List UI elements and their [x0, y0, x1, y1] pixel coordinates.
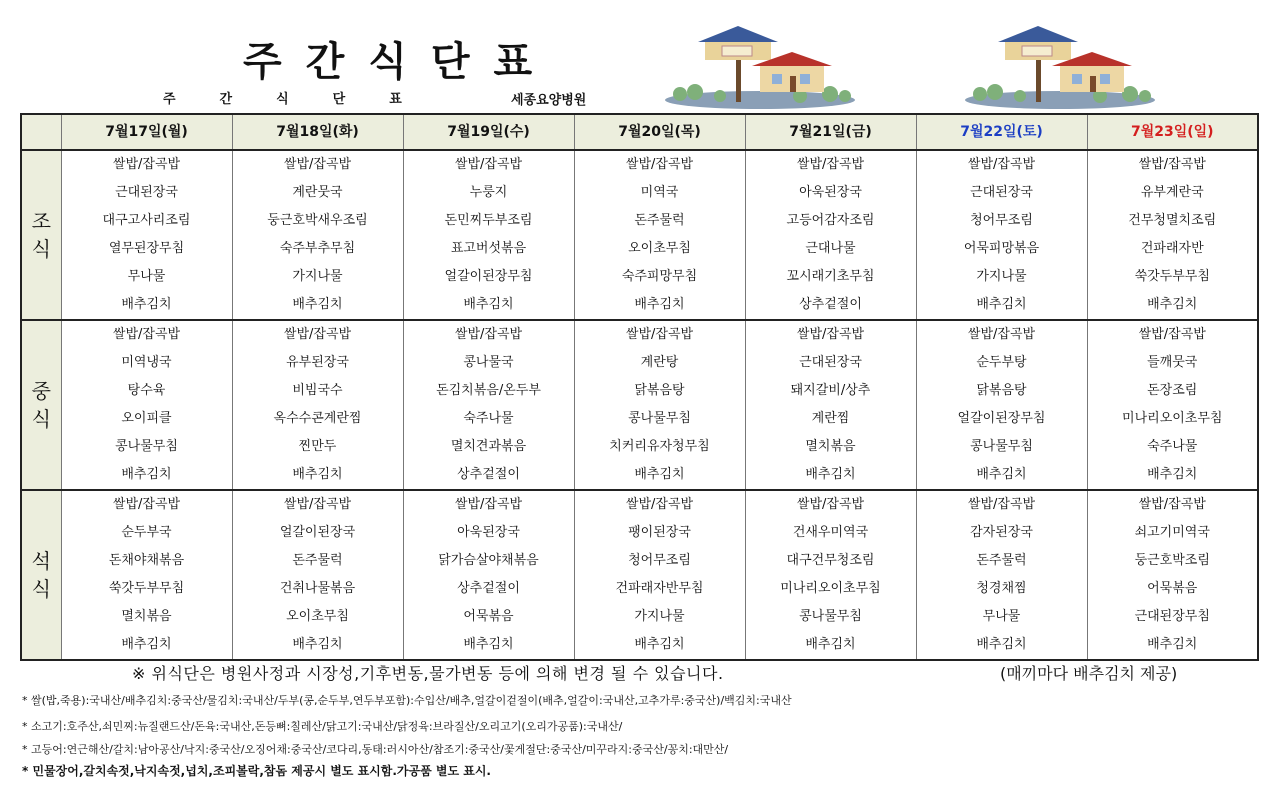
menu-cell: 팽이된장국: [574, 519, 745, 547]
menu-cell: 쌀밥/잡곡밥: [403, 490, 574, 519]
menu-cell: 얼갈이된장무침: [916, 405, 1087, 433]
day-header-sunday: 7월23일(일): [1087, 114, 1258, 150]
menu-cell: 어묵볶음: [1087, 575, 1258, 603]
menu-cell: 쌀밥/잡곡밥: [232, 490, 403, 519]
meal-label-text: 조식: [31, 209, 51, 261]
menu-cell: 쌀밥/잡곡밥: [232, 320, 403, 349]
menu-cell: 가지나물: [574, 603, 745, 631]
menu-cell: 멸치볶음: [61, 603, 232, 631]
menu-cell: 쌀밥/잡곡밥: [61, 150, 232, 179]
menu-cell: 둥근호박새우조림: [232, 207, 403, 235]
menu-cell: 순두부국: [61, 519, 232, 547]
menu-cell: 배추김치: [1087, 461, 1258, 490]
menu-cell: 누룽지: [403, 179, 574, 207]
menu-cell: 청경채찜: [916, 575, 1087, 603]
menu-row: [21, 603, 1258, 631]
day-header: 7월18일(화): [232, 114, 403, 150]
menu-cell: 돼지갈비/상추: [745, 377, 916, 405]
menu-cell: 배추김치: [574, 461, 745, 490]
menu-cell: 가지나물: [232, 263, 403, 291]
menu-cell: 계란뭇국: [232, 179, 403, 207]
menu-cell: 숙주부추무침: [232, 235, 403, 263]
menu-cell: 숙주나물: [403, 405, 574, 433]
menu-cell: 미역국: [574, 179, 745, 207]
menu-cell: 건파래자반무침: [574, 575, 745, 603]
menu-cell: 건새우미역국: [745, 519, 916, 547]
day-header-row: [21, 114, 1258, 150]
menu-row: [21, 179, 1258, 207]
menu-row: [21, 349, 1258, 377]
menu-cell: 숙주피망무침: [574, 263, 745, 291]
menu-row: [21, 320, 1258, 349]
menu-cell: 쌀밥/잡곡밥: [745, 150, 916, 179]
menu-cell: 쑥갓두부무침: [61, 575, 232, 603]
menu-cell: 쌀밥/잡곡밥: [403, 320, 574, 349]
page-subtitle: 주간식단표: [163, 92, 446, 107]
menu-row: [21, 291, 1258, 320]
menu-cell: 배추김치: [916, 461, 1087, 490]
day-header: 7월21일(금): [745, 114, 916, 150]
meal-label: [21, 490, 61, 660]
menu-cell: 쌀밥/잡곡밥: [1087, 490, 1258, 519]
menu-cell: 배추김치: [1087, 291, 1258, 320]
menu-cell: 쌀밥/잡곡밥: [574, 150, 745, 179]
menu-cell: 아욱된장국: [403, 519, 574, 547]
menu-row: [21, 575, 1258, 603]
menu-cell: 청어무조림: [574, 547, 745, 575]
menu-cell: 오이피클: [61, 405, 232, 433]
kimchi-notice: (매끼마다 배추김치 제공): [1000, 664, 1178, 683]
menu-cell: 배추김치: [232, 461, 403, 490]
menu-cell: 건취나물볶음: [232, 575, 403, 603]
meal-label-text: 중식: [31, 379, 51, 431]
menu-cell: 배추김치: [403, 631, 574, 660]
day-header: 7월19일(수): [403, 114, 574, 150]
menu-cell: 쌀밥/잡곡밥: [916, 150, 1087, 179]
menu-cell: 열무된장무침: [61, 235, 232, 263]
menu-cell: 대구고사리조림: [61, 207, 232, 235]
menu-cell: 배추김치: [745, 631, 916, 660]
menu-cell: 콩나물국: [403, 349, 574, 377]
menu-cell: 대구건무청조림: [745, 547, 916, 575]
menu-cell: 탕수육: [61, 377, 232, 405]
menu-cell: 근대된장국: [745, 349, 916, 377]
menu-cell: 쌀밥/잡곡밥: [232, 150, 403, 179]
menu-row: [21, 490, 1258, 519]
origin-note: * 소고기:호주산,쇠민찌:뉴질랜드산/돈육:국내산,돈등뼈:칠레산/닭고기:국내산/닭정육:브라질산/오리고기(오리가공품):국내산/: [22, 720, 623, 733]
origin-note: * 고등어:연근해산/갈치:남아공산/낙지:중국산/오징어채:중국산/코다리,동태:러시아산/참조기:중국산/꽃게절단:중국산/미꾸라지:중국산/꽁치:대만산/: [22, 743, 729, 756]
menu-cell: 쌀밥/잡곡밥: [1087, 150, 1258, 179]
menu-cell: 쌀밥/잡곡밥: [574, 490, 745, 519]
menu-cell: 계란찜: [745, 405, 916, 433]
menu-cell: 쌀밥/잡곡밥: [574, 320, 745, 349]
menu-cell: 쌀밥/잡곡밥: [916, 320, 1087, 349]
origin-note: * 민물장어,갈치속젓,낙지속젓,넙치,조피볼락,참돔 제공시 별도 표시함.가공품 별도 표시.: [22, 764, 491, 778]
menu-cell: 옥수수콘계란찜: [232, 405, 403, 433]
menu-cell: 배추김치: [61, 631, 232, 660]
menu-cell: 멸치볶음: [745, 433, 916, 461]
menu-cell: 미나리오이초무침: [1087, 405, 1258, 433]
menu-cell: 숙주나물: [1087, 433, 1258, 461]
meal-label: [21, 320, 61, 490]
house-illustration: [960, 22, 1160, 110]
day-header-saturday: 7월22일(토): [916, 114, 1087, 150]
menu-cell: 표고버섯볶음: [403, 235, 574, 263]
menu-cell: 오이초무침: [574, 235, 745, 263]
menu-cell: 근대된장국: [61, 179, 232, 207]
menu-cell: 쌀밥/잡곡밥: [745, 320, 916, 349]
menu-cell: 어묵볶음: [403, 603, 574, 631]
hospital-name: 세종요양병원: [511, 93, 587, 108]
menu-cell: 유부계란국: [1087, 179, 1258, 207]
menu-cell: 근대된장무침: [1087, 603, 1258, 631]
day-header: 7월17일(월): [61, 114, 232, 150]
menu-cell: 무나물: [916, 603, 1087, 631]
menu-cell: 쌀밥/잡곡밥: [745, 490, 916, 519]
menu-cell: 비빔국수: [232, 377, 403, 405]
menu-cell: 돈김치볶음/온두부: [403, 377, 574, 405]
menu-cell: 콩나물무침: [745, 603, 916, 631]
menu-cell: 치커리유자청무침: [574, 433, 745, 461]
menu-cell: 오이초무침: [232, 603, 403, 631]
menu-cell: 배추김치: [1087, 631, 1258, 660]
menu-cell: 콩나물무침: [61, 433, 232, 461]
menu-cell: 들깨뭇국: [1087, 349, 1258, 377]
menu-cell: 배추김치: [745, 461, 916, 490]
page-title: 주간식단표: [243, 39, 557, 85]
menu-row: [21, 461, 1258, 490]
menu-row: [21, 377, 1258, 405]
menu-cell: 배추김치: [916, 291, 1087, 320]
menu-cell: 쌀밥/잡곡밥: [403, 150, 574, 179]
menu-cell: 쌀밥/잡곡밥: [916, 490, 1087, 519]
meal-label-text: 석식: [31, 549, 51, 601]
menu-cell: 미역냉국: [61, 349, 232, 377]
menu-row: [21, 631, 1258, 660]
menu-cell: 배추김치: [574, 631, 745, 660]
menu-cell: 닭볶음탕: [916, 377, 1087, 405]
menu-row: [21, 519, 1258, 547]
menu-cell: 멸치견과볶음: [403, 433, 574, 461]
menu-cell: 배추김치: [403, 291, 574, 320]
menu-cell: 배추김치: [61, 461, 232, 490]
menu-cell: 닭볶음탕: [574, 377, 745, 405]
menu-row: [21, 150, 1258, 179]
menu-cell: 돈주물럭: [232, 547, 403, 575]
house-illustration: [660, 22, 860, 110]
menu-cell: 배추김치: [232, 631, 403, 660]
menu-cell: 둥근호박조림: [1087, 547, 1258, 575]
menu-cell: 배추김치: [916, 631, 1087, 660]
menu-cell: 건무청멸치조림: [1087, 207, 1258, 235]
menu-cell: 쌀밥/잡곡밥: [1087, 320, 1258, 349]
menu-cell: 찐만두: [232, 433, 403, 461]
menu-row: [21, 547, 1258, 575]
menu-cell: 돈주물럭: [916, 547, 1087, 575]
meal-label: [21, 150, 61, 320]
menu-cell: 닭가슴살야채볶음: [403, 547, 574, 575]
change-notice: ※ 위식단은 병원사정과 시장성,기후변동,물가변동 등에 의해 변경 될 수 있습니다.: [132, 664, 724, 683]
menu-cell: 순두부탕: [916, 349, 1087, 377]
menu-cell: 돈채야채볶음: [61, 547, 232, 575]
menu-cell: 배추김치: [61, 291, 232, 320]
menu-cell: 쌀밥/잡곡밥: [61, 320, 232, 349]
menu-cell: 고등어감자조림: [745, 207, 916, 235]
menu-cell: 쇠고기미역국: [1087, 519, 1258, 547]
menu-cell: 미나리오이초무침: [745, 575, 916, 603]
menu-cell: 계란탕: [574, 349, 745, 377]
menu-cell: 얼갈이된장무침: [403, 263, 574, 291]
menu-cell: 근대나물: [745, 235, 916, 263]
menu-cell: 얼갈이된장국: [232, 519, 403, 547]
day-header: 7월20일(목): [574, 114, 745, 150]
menu-cell: 근대된장국: [916, 179, 1087, 207]
menu-cell: 가지나물: [916, 263, 1087, 291]
menu-cell: 배추김치: [232, 291, 403, 320]
menu-cell: 청어무조림: [916, 207, 1087, 235]
menu-cell: 쑥갓두부무침: [1087, 263, 1258, 291]
menu-cell: 어묵피망볶음: [916, 235, 1087, 263]
menu-cell: 콩나물무침: [574, 405, 745, 433]
menu-cell: 콩나물무침: [916, 433, 1087, 461]
origin-note: * 쌀(밥,죽용):국내산/배추김치:중국산/물김치:국내산/두부(콩,순두부,연두부포함):수입산/배추,얼갈이겉절이(배추,얼갈이:국내산,고추가루:중국산)/백김치:국내산: [22, 694, 792, 707]
menu-row: [21, 433, 1258, 461]
menu-row: [21, 207, 1258, 235]
menu-cell: 아욱된장국: [745, 179, 916, 207]
menu-row: [21, 235, 1258, 263]
menu-row: [21, 263, 1258, 291]
menu-cell: 돈주물럭: [574, 207, 745, 235]
menu-cell: 건파래자반: [1087, 235, 1258, 263]
menu-cell: 쌀밥/잡곡밥: [61, 490, 232, 519]
corner-cell: [21, 114, 61, 150]
weekly-menu-table: [20, 113, 1259, 661]
menu-cell: 상추겉절이: [745, 291, 916, 320]
menu-row: [21, 405, 1258, 433]
menu-cell: 감자된장국: [916, 519, 1087, 547]
menu-cell: 배추김치: [574, 291, 745, 320]
menu-cell: 유부된장국: [232, 349, 403, 377]
menu-cell: 꼬시래기초무침: [745, 263, 916, 291]
menu-cell: 무나물: [61, 263, 232, 291]
menu-cell: 돈민찌두부조림: [403, 207, 574, 235]
menu-cell: 돈장조림: [1087, 377, 1258, 405]
menu-cell: 상추겉절이: [403, 461, 574, 490]
menu-cell: 상추겉절이: [403, 575, 574, 603]
